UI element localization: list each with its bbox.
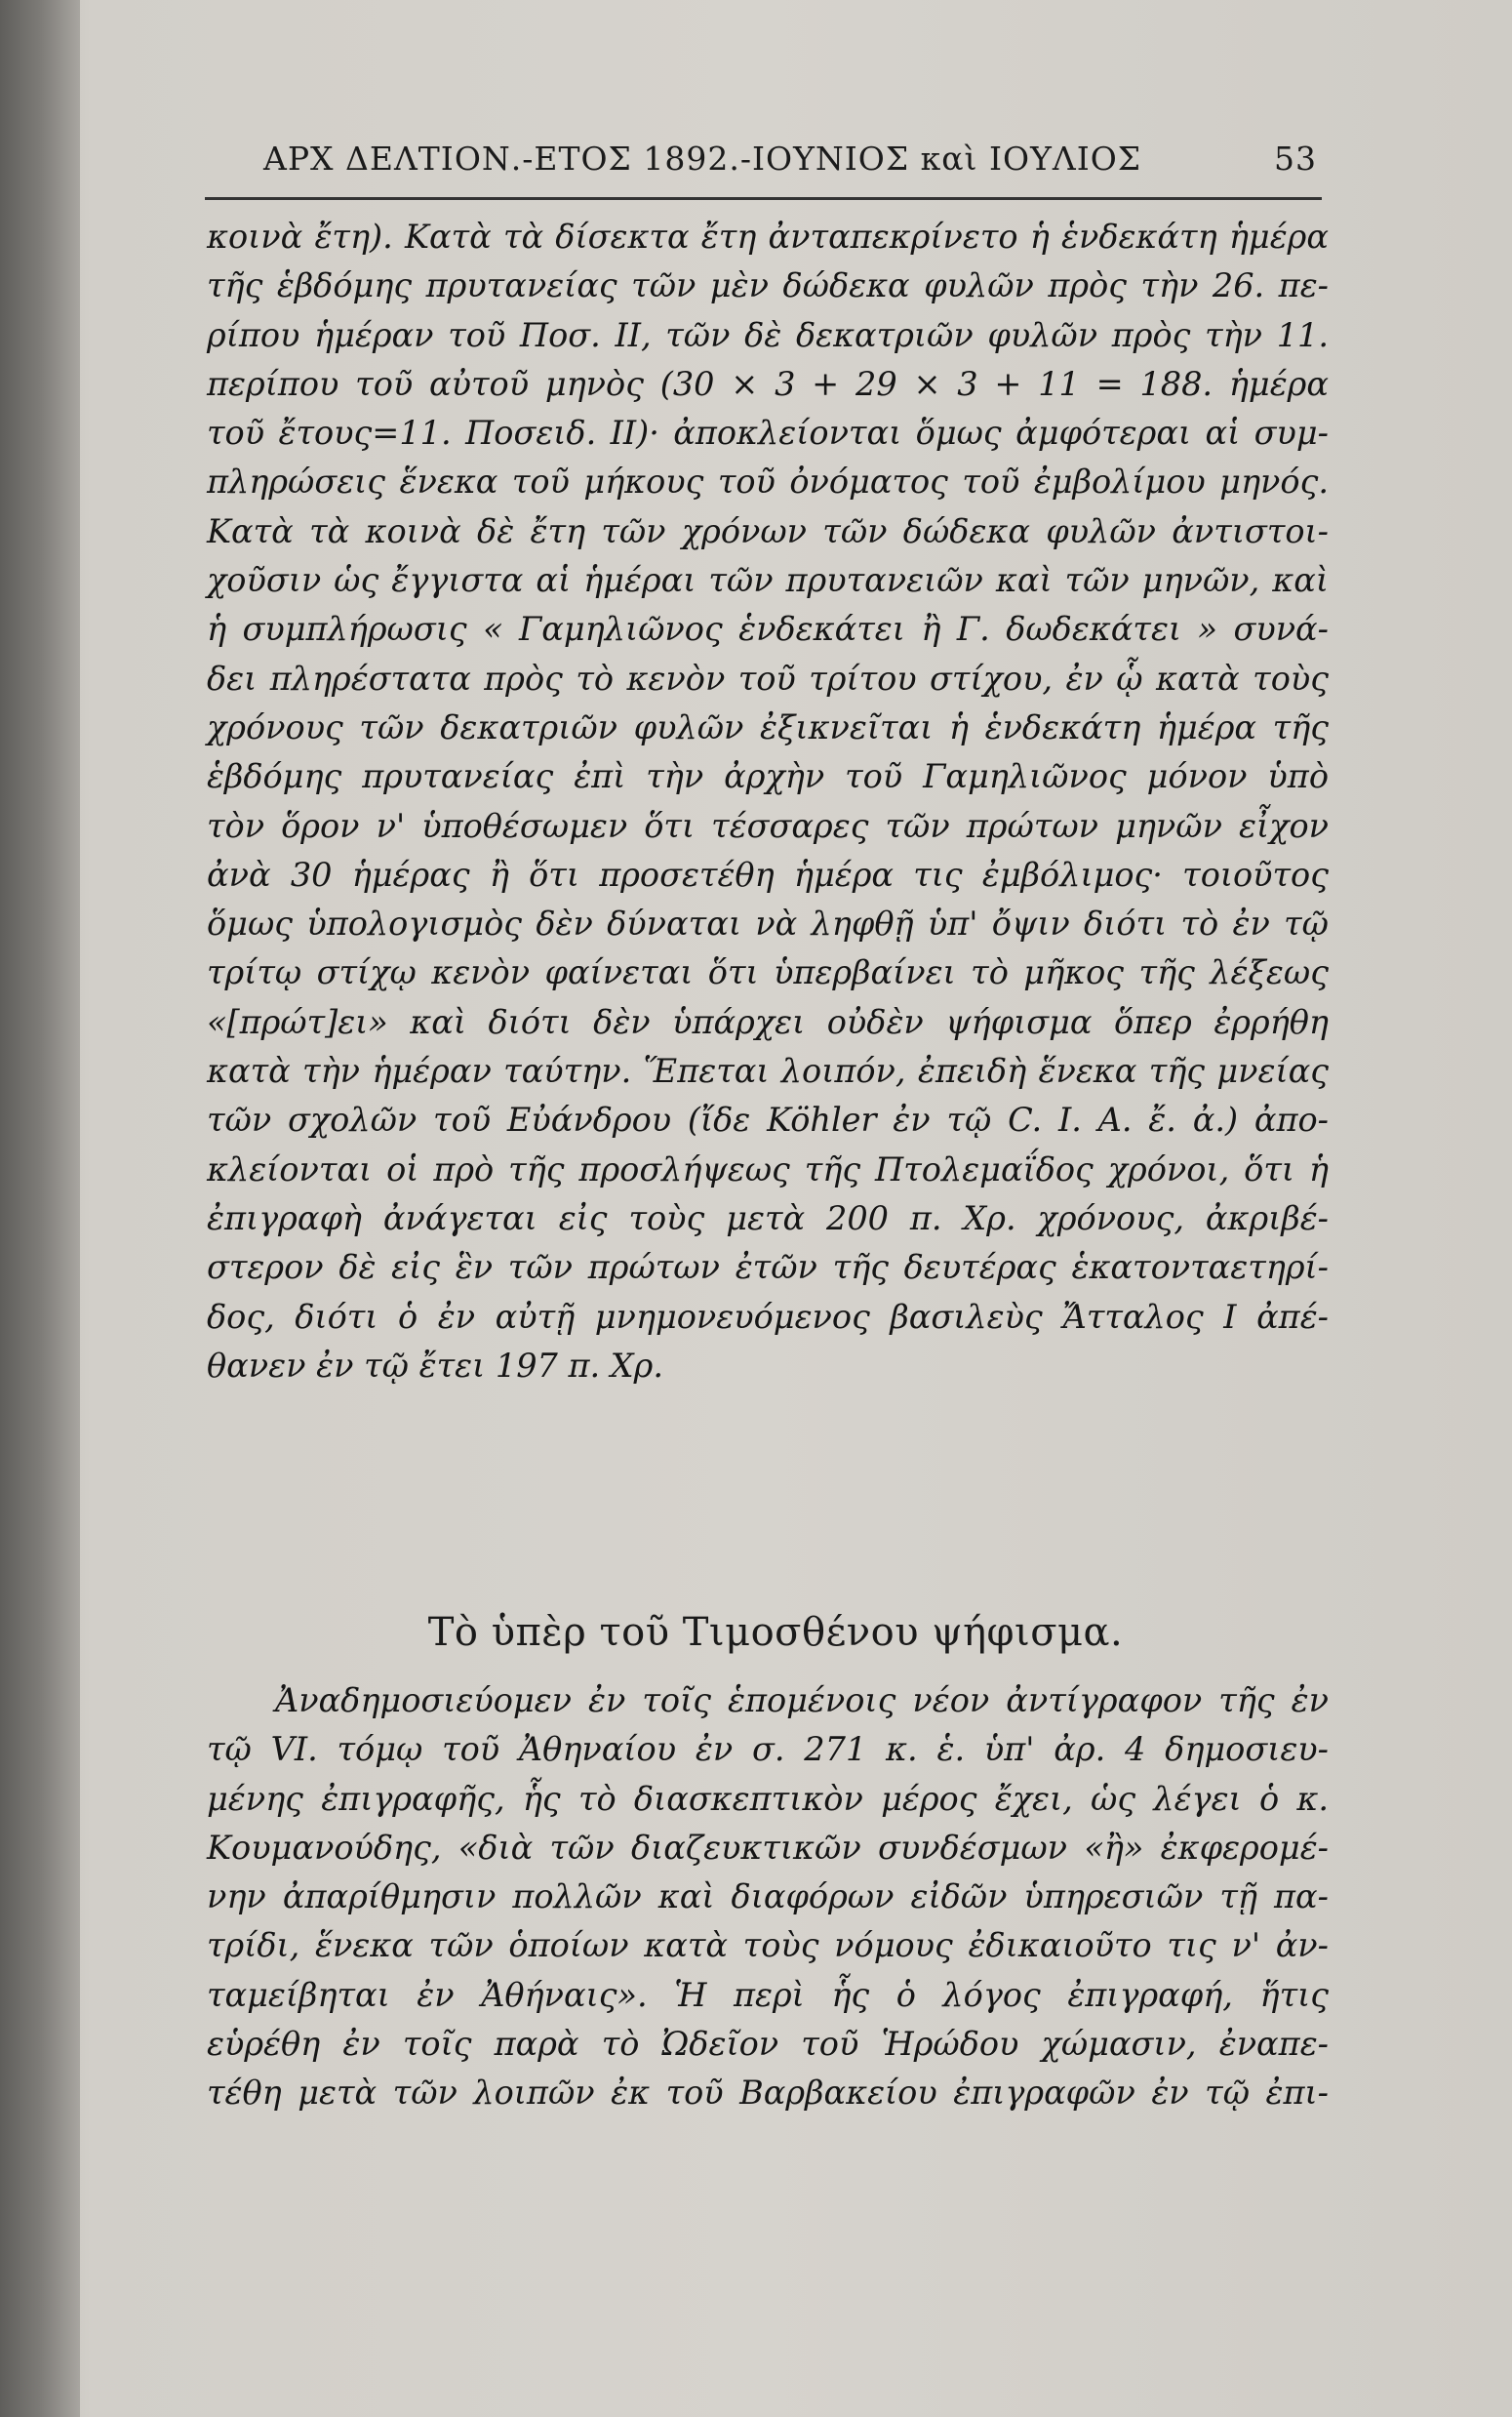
text-line: ἀνὰ 30 ἡμέρας ἢ ὅτι προσετέθη ἡμέρα τις ἐμβόλιμος· τοιοῦτος: [207, 855, 1329, 894]
text-line: τοῦ ἔτους=11. Ποσειδ. II)· ἀποκλείονται ὅμως ἀμφότεραι αἱ συμ-: [207, 414, 1329, 453]
section-title: Τὸ ὑπὲρ τοῦ Τιμοσθένου ψήφισμα.: [427, 1610, 1124, 1655]
text-line: «[πρώτ]ει» καὶ διότι δὲν ὑπάρχει οὐδὲν ψήφισμα ὅπερ ἐρρήθη: [207, 1002, 1329, 1041]
text-line: ρίπου ἡμέραν τοῦ Ποσ. II, τῶν δὲ δεκατριῶν φυλῶν πρὸς τὴν 11.: [207, 315, 1329, 354]
text-line: τῆς ἑβδόμης πρυτανείας τῶν μὲν δώδεκα φυλῶν πρὸς τὴν 26. πε-: [207, 266, 1329, 305]
text-line: δει πληρέστατα πρὸς τὸ κενὸν τοῦ τρίτου στίχου, ἐν ᾧ κατὰ τοὺς: [207, 659, 1329, 698]
running-head: [263, 140, 1317, 188]
text-line: κοινὰ ἔτη). Κατὰ τὰ δίσεκτα ἔτη ἀνταπεκρίνετο ἡ ἑνδεκάτη ἡμέρα: [207, 218, 1329, 256]
book-binding-edge: [0, 0, 80, 2417]
text-line: τὸν ὅρον ν' ὑποθέσωμεν ὅτι τέσσαρες τῶν πρώτων μηνῶν εἶχον: [207, 806, 1329, 845]
text-line: θανεν ἐν τῷ ἔτει 197 π. Χρ.: [207, 1346, 664, 1385]
page-number: 53: [1274, 140, 1317, 178]
text-line: μένης ἐπιγραφῆς, ἧς τὸ διασκεπτικὸν μέρος ἔχει, ὡς λέγει ὁ κ.: [207, 1779, 1329, 1818]
text-line: ταμείβηται ἐν Ἀθήναις». Ἡ περὶ ἧς ὁ λόγος ἐπιγραφή, ἥτις: [207, 1975, 1329, 2014]
text-line: τρίτῳ στίχῳ κενὸν φαίνεται ὅτι ὑπερβαίνει τὸ μῆκος τῆς λέξεως: [207, 953, 1329, 992]
text-line: πληρώσεις ἕνεκα τοῦ μήκους τοῦ ὀνόματος τοῦ ἐμβολίμου μηνός.: [207, 463, 1329, 502]
text-line: Κουμανούδης, «διὰ τῶν διαζευκτικῶν συνδέσμων «ἢ» ἐκφερομέ-: [207, 1828, 1329, 1867]
text-line: τέθη μετὰ τῶν λοιπῶν ἐκ τοῦ Βαρβακείου ἐπιγραφῶν ἐν τῷ ἐπι-: [207, 2074, 1329, 2113]
text-line: ἡ συμπλήρωσις « Γαμηλιῶνος ἑνδεκάτει ἢ Γ. δωδεκάτει » συνά-: [207, 610, 1329, 649]
text-line: κατὰ τὴν ἡμέραν ταύτην. Ἕπεται λοιπόν, ἐπειδὴ ἕνεκα τῆς μνείας: [207, 1052, 1329, 1091]
text-line: περίπου τοῦ αὐτοῦ μηνὸς (30 × 3 + 29 × 3 + 11 = 188. ἡμέρα: [207, 364, 1329, 403]
text-line: τῶν σχολῶν τοῦ Εὐάνδρου (ἴδε Köhler ἐν τῷ C. I. A. ἔ. ἀ.) ἀπο-: [207, 1101, 1329, 1140]
text-line: ὅμως ὑπολογισμὸς δὲν δύναται νὰ ληφθῇ ὑπ' ὄψιν διότι τὸ ἐν τῷ: [207, 905, 1329, 944]
text-line: Κατὰ τὰ κοινὰ δὲ ἔτη τῶν χρόνων τῶν δώδεκα φυλῶν ἀντιστοι-: [207, 511, 1329, 550]
paragraph-1: [207, 213, 1329, 1390]
running-head-title: ΑΡΧ ΔΕΛΤΙΟΝ.-ΕΤΟΣ 1892.-ΙΟΥΝΙΟΣ καὶ ΙΟΥΛΙΟΣ: [263, 140, 1142, 178]
text-line: εὑρέθη ἐν τοῖς παρὰ τὸ Ὠδεῖον τοῦ Ἡρώδου χώμασιν, ἐναπε-: [207, 2025, 1329, 2064]
text-line: τρίδι, ἕνεκα τῶν ὁποίων κατὰ τοὺς νόμους ἐδικαιοῦτο τις ν' ἀν-: [207, 1926, 1329, 1965]
text-line: χοῦσιν ὡς ἔγγιστα αἱ ἡμέραι τῶν πρυτανειῶν καὶ τῶν μηνῶν, καὶ: [207, 561, 1329, 600]
text-line: ἐπιγραφὴ ἀνάγεται εἰς τοὺς μετὰ 200 π. Χρ. χρόνους, ἀκριβέ-: [207, 1198, 1329, 1237]
text-line: στερον δὲ εἰς ἓν τῶν πρώτων ἐτῶν τῆς δευτέρας ἑκατονταετηρί-: [207, 1248, 1329, 1287]
text-line: ἑβδόμης πρυτανείας ἐπὶ τὴν ἀρχὴν τοῦ Γαμηλιῶνος μόνον ὑπὸ: [207, 757, 1329, 796]
text-line: νην ἀπαρίθμησιν πολλῶν καὶ διαφόρων εἰδῶν ὑπηρεσιῶν τῇ πα-: [207, 1877, 1329, 1916]
header-rule: [205, 197, 1322, 200]
paragraph-2: [207, 1676, 1329, 2118]
text-line: Ἀναδημοσιεύομεν ἐν τοῖς ἑπομένοις νέον ἀντίγραφον τῆς ἐν: [275, 1681, 1329, 1719]
text-line: τῷ VI. τόμῳ τοῦ Ἀθηναίου ἐν σ. 271 κ. ἑ. ὑπ' ἀρ. 4 δημοσιευ-: [207, 1730, 1329, 1769]
text-line: κλείονται οἱ πρὸ τῆς προσλήψεως τῆς Πτολεμαΐδος χρόνοι, ὅτι ἡ: [207, 1149, 1329, 1188]
text-line: χρόνους τῶν δεκατριῶν φυλῶν ἐξικνεῖται ἡ ἑνδεκάτη ἡμέρα τῆς: [207, 707, 1329, 746]
text-line: δος, διότι ὁ ἐν αὐτῇ μνημονευόμενος βασιλεὺς Ἄτταλος Ι ἀπέ-: [207, 1297, 1329, 1336]
